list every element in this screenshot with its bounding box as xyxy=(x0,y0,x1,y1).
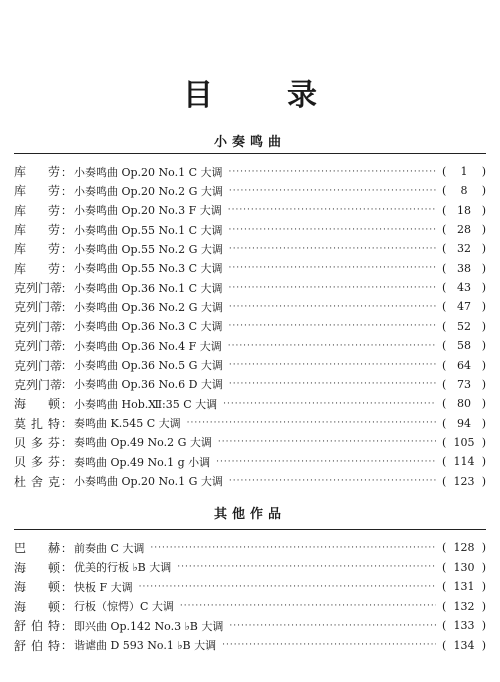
page-number-value: 28 xyxy=(457,223,471,237)
separator-colon: ： xyxy=(61,359,72,372)
toc-entry[interactable] xyxy=(14,394,486,413)
separator-colon: ： xyxy=(61,561,72,574)
separator-colon: ： xyxy=(61,475,72,489)
composer-name: 克列门蒂 xyxy=(14,339,63,354)
section-rule xyxy=(14,529,486,530)
toc-entry[interactable] xyxy=(14,220,486,239)
paren-close: ) xyxy=(481,281,486,295)
paren-close: ) xyxy=(481,397,486,411)
toc-entry[interactable] xyxy=(14,201,486,220)
toc-entry[interactable] xyxy=(14,181,486,200)
dot-leader xyxy=(229,621,436,631)
dot-leader xyxy=(229,302,436,312)
page-number-value: 52 xyxy=(457,319,471,333)
paren-close: ) xyxy=(481,560,486,574)
page-number xyxy=(442,397,486,410)
separator-colon: ： xyxy=(61,300,72,314)
separator-colon: ： xyxy=(61,397,72,411)
dot-leader xyxy=(222,640,436,650)
page-number xyxy=(442,300,486,313)
separator-colon: ： xyxy=(61,378,72,392)
toc-entry[interactable] xyxy=(14,414,486,433)
section-heading-other-works: 其他作品 xyxy=(213,507,286,522)
toc-entry[interactable] xyxy=(14,538,486,557)
separator-colon: ： xyxy=(61,455,72,469)
dot-leader xyxy=(187,418,436,428)
work-title: 小奏鸣曲 Op.55 No.3 C 大调 xyxy=(74,262,223,276)
composer-name: 贝多芬 xyxy=(14,435,60,450)
composer-name: 克列门蒂 xyxy=(14,377,63,392)
section-rule xyxy=(14,153,486,154)
composer-name: 库 劳 xyxy=(14,223,60,238)
separator-colon: ： xyxy=(61,417,72,431)
paren-open: ( xyxy=(442,261,447,275)
paren-open: ( xyxy=(442,223,447,237)
page-number-value: 132 xyxy=(453,599,475,613)
page-number-value: 73 xyxy=(457,377,471,391)
paren-open: ( xyxy=(442,358,447,372)
separator-colon: ： xyxy=(61,184,72,198)
page-number-value: 64 xyxy=(457,358,471,372)
page-number-value: 43 xyxy=(457,281,471,295)
paren-close: ) xyxy=(481,242,486,256)
composer-name: 克列门蒂 xyxy=(14,281,63,296)
dot-leader xyxy=(229,186,436,196)
work-title: 奏鸣曲 K.545 C 大调 xyxy=(74,417,181,431)
paren-close: ) xyxy=(481,416,486,430)
page-number-value: 114 xyxy=(453,455,475,469)
page-number xyxy=(442,541,486,554)
toc-entry[interactable] xyxy=(14,356,486,375)
separator-colon: ： xyxy=(61,436,72,450)
work-title: 小奏鸣曲 Op.55 No.2 G 大调 xyxy=(74,242,223,256)
composer-name: 库 劳 xyxy=(14,184,60,199)
toc-entry[interactable] xyxy=(14,472,486,491)
dot-leader xyxy=(229,360,436,370)
work-title: 小奏鸣曲 Op.36 No.6 D 大调 xyxy=(74,378,223,392)
dot-leader xyxy=(229,225,436,235)
page-number-value: 58 xyxy=(457,339,471,353)
composer-name: 杜舍克 xyxy=(14,474,60,489)
toc-entry[interactable] xyxy=(14,597,486,616)
work-title: 即兴曲 Op.142 No.3 ♭B 大调 xyxy=(74,619,224,633)
composer-name: 库 劳 xyxy=(14,261,60,276)
paren-close: ) xyxy=(481,580,486,593)
page-number-value: 18 xyxy=(457,203,471,217)
paren-close: ) xyxy=(481,541,486,554)
paren-close: ) xyxy=(481,377,486,391)
work-title: 小奏鸣曲 Op.36 No.5 G 大调 xyxy=(74,359,223,372)
toc-entry[interactable] xyxy=(14,239,486,258)
paren-open: ( xyxy=(442,319,447,333)
page-number xyxy=(442,204,486,217)
paren-open: ( xyxy=(442,619,447,632)
dot-leader xyxy=(180,601,436,611)
paren-open: ( xyxy=(442,300,447,314)
dot-leader xyxy=(229,321,436,331)
composer-name: 舒伯特 xyxy=(14,638,60,653)
dot-leader xyxy=(228,205,436,215)
toc-entry[interactable] xyxy=(14,259,486,278)
separator-colon: ： xyxy=(61,223,72,237)
paren-open: ( xyxy=(442,435,447,449)
dot-leader xyxy=(229,167,436,177)
paren-close: ) xyxy=(481,203,486,217)
page-number-value: 130 xyxy=(453,560,475,574)
page-number xyxy=(442,262,486,275)
dot-leader xyxy=(229,283,436,293)
dot-leader xyxy=(218,437,436,447)
toc-entry[interactable] xyxy=(14,616,486,635)
paren-open: ( xyxy=(442,184,447,198)
composer-name: 贝多芬 xyxy=(14,455,60,470)
paren-open: ( xyxy=(442,203,447,217)
toc-entry[interactable] xyxy=(14,297,486,316)
paren-close: ) xyxy=(481,358,486,372)
dot-leader xyxy=(150,543,436,553)
paren-close: ) xyxy=(481,474,486,488)
paren-open: ( xyxy=(442,474,447,488)
composer-name: 库 劳 xyxy=(14,242,60,257)
paren-open: ( xyxy=(442,281,447,295)
page-number-value: 8 xyxy=(460,184,468,198)
composer-name: 海 顿 xyxy=(14,580,60,594)
page-number-value: 1 xyxy=(460,165,468,178)
work-title: 奏鸣曲 Op.49 No.1 g 小调 xyxy=(74,455,211,469)
page-number xyxy=(442,580,486,593)
paren-open: ( xyxy=(442,242,447,256)
toc-entry[interactable] xyxy=(14,162,486,181)
toc-entry[interactable] xyxy=(14,433,486,452)
paren-close: ) xyxy=(481,300,486,314)
paren-close: ) xyxy=(481,455,486,469)
dot-leader xyxy=(177,562,436,572)
separator-colon: ： xyxy=(61,320,72,334)
paren-open: ( xyxy=(442,416,447,430)
separator-colon: ： xyxy=(61,242,72,256)
paren-close: ) xyxy=(481,599,486,613)
toc-entry[interactable] xyxy=(14,452,486,471)
composer-name: 库 劳 xyxy=(14,165,60,179)
composer-name: 克列门蒂 xyxy=(14,358,63,373)
composer-name: 巴 赫 xyxy=(14,541,60,555)
toc-entry[interactable] xyxy=(14,278,486,297)
dot-leader xyxy=(229,263,436,273)
work-title: 谐谑曲 D 593 No.1 ♭B 大调 xyxy=(74,639,217,652)
work-title: 小奏鸣曲 Op.36 No.2 G 大调 xyxy=(74,300,223,314)
paren-open: ( xyxy=(442,599,447,613)
paren-close: ) xyxy=(481,435,486,449)
work-title: 小奏鸣曲 Op.55 No.1 C 大调 xyxy=(74,223,223,237)
work-title: 小奏鸣曲 Op.20 No.3 F 大调 xyxy=(74,204,222,218)
work-title: 优美的行板 ♭B 大调 xyxy=(74,561,172,574)
page-number xyxy=(442,281,486,294)
work-title: 小奏鸣曲 Op.36 No.3 C 大调 xyxy=(74,320,223,334)
page-number xyxy=(442,339,486,352)
work-title: 前奏曲 C 大调 xyxy=(74,541,145,555)
page-number-value: 133 xyxy=(453,619,475,632)
page-number-value: 47 xyxy=(457,300,471,314)
separator-colon: ： xyxy=(61,339,72,353)
paren-open: ( xyxy=(442,397,447,411)
page-number xyxy=(442,475,486,488)
page-number xyxy=(442,561,486,574)
separator-colon: ： xyxy=(61,600,72,613)
page-number xyxy=(442,223,486,236)
paren-close: ) xyxy=(481,165,486,178)
page-number-value: 80 xyxy=(457,397,471,411)
page-number-value: 123 xyxy=(453,474,475,488)
composer-name: 克列门蒂 xyxy=(14,300,63,315)
section-heading-sonatinas: 小奏鸣曲 xyxy=(213,135,286,150)
work-title: 行板（惊愕）C 大调 xyxy=(74,600,174,613)
separator-colon: ： xyxy=(61,639,72,652)
paren-close: ) xyxy=(481,319,486,333)
work-title: 小奏鸣曲 Op.36 No.1 C 大调 xyxy=(74,281,223,295)
paren-close: ) xyxy=(481,638,486,652)
work-title: 小奏鸣曲 Hob.Ⅻ:35 C 大调 xyxy=(74,397,218,411)
work-title: 小奏鸣曲 Op.36 No.4 F 大调 xyxy=(74,339,222,353)
dot-leader xyxy=(223,399,436,409)
work-title: 奏鸣曲 Op.49 No.2 G 大调 xyxy=(74,436,212,450)
toc-entry[interactable] xyxy=(14,577,486,596)
work-title: 小奏鸣曲 Op.20 No.1 G 大调 xyxy=(74,475,223,489)
paren-close: ) xyxy=(481,261,486,275)
page-number xyxy=(442,639,486,652)
paren-close: ) xyxy=(481,619,486,632)
separator-colon: ： xyxy=(61,580,72,594)
work-title: 快板 F 大调 xyxy=(74,580,133,594)
page-number xyxy=(442,417,486,430)
composer-name: 克列门蒂 xyxy=(14,319,63,334)
page-number xyxy=(442,359,486,372)
dot-leader xyxy=(139,582,436,592)
toc-entry[interactable] xyxy=(14,336,486,355)
dot-leader xyxy=(229,476,436,486)
paren-close: ) xyxy=(481,339,486,353)
work-title: 小奏鸣曲 Op.20 No.2 G 大调 xyxy=(74,184,223,198)
page-number xyxy=(442,165,486,178)
page-number-value: 128 xyxy=(453,541,475,554)
toc-entry[interactable] xyxy=(14,317,486,336)
paren-open: ( xyxy=(442,455,447,469)
paren-open: ( xyxy=(442,560,447,574)
composer-name: 海 顿 xyxy=(14,560,60,575)
dot-leader xyxy=(216,457,436,467)
paren-open: ( xyxy=(442,377,447,391)
paren-open: ( xyxy=(442,638,447,652)
page-number xyxy=(442,455,486,468)
paren-close: ) xyxy=(481,223,486,237)
composer-name: 海 顿 xyxy=(14,397,60,412)
separator-colon: ： xyxy=(61,165,72,179)
composer-name: 库 劳 xyxy=(14,203,60,218)
page-number-value: 32 xyxy=(457,242,471,256)
composer-name: 舒伯特 xyxy=(14,619,60,633)
dot-leader xyxy=(229,379,436,389)
page-number xyxy=(442,184,486,197)
work-title: 小奏鸣曲 Op.20 No.1 C 大调 xyxy=(74,165,223,179)
paren-open: ( xyxy=(442,165,447,178)
page-number-value: 38 xyxy=(457,261,471,275)
paren-open: ( xyxy=(442,339,447,353)
page-number-value: 94 xyxy=(457,416,471,430)
page-number-value: 131 xyxy=(453,580,475,593)
paren-close: ) xyxy=(481,184,486,198)
page-number xyxy=(442,242,486,255)
page-number xyxy=(442,619,486,632)
page-number-value: 105 xyxy=(453,435,475,449)
composer-name: 莫扎特 xyxy=(14,416,60,431)
page-title: 目 录 xyxy=(183,78,339,113)
page-number xyxy=(442,320,486,333)
page-number xyxy=(442,600,486,613)
page-number xyxy=(442,436,486,449)
toc-entry[interactable] xyxy=(14,558,486,577)
page-number-value: 134 xyxy=(453,638,475,652)
toc-entry[interactable] xyxy=(14,636,486,655)
separator-colon: ： xyxy=(61,541,72,555)
page-number xyxy=(442,378,486,391)
separator-colon: ： xyxy=(61,619,72,633)
composer-name: 海 顿 xyxy=(14,599,60,614)
dot-leader xyxy=(228,341,436,351)
paren-open: ( xyxy=(442,541,447,554)
separator-colon: ： xyxy=(61,262,72,276)
dot-leader xyxy=(229,244,436,254)
paren-open: ( xyxy=(442,580,447,593)
separator-colon: ： xyxy=(61,281,72,295)
separator-colon: ： xyxy=(61,204,72,218)
toc-entry[interactable] xyxy=(14,375,486,394)
